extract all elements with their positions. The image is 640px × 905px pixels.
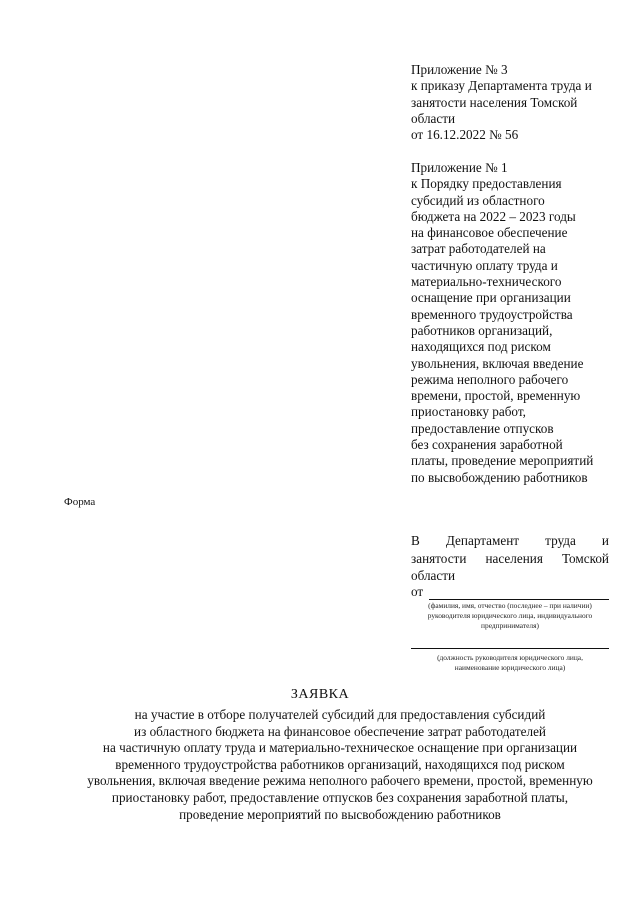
- annex-line: бюджета на 2022 – 2023 годы: [411, 208, 576, 224]
- annex-line: оснащение при организации: [411, 290, 571, 306]
- addressee-line: В Департамент труда и: [411, 533, 609, 548]
- subject-line: увольнения, включая введение режима неполного рабочего времени, простой, временную: [87, 773, 593, 789]
- position-caption: [395, 653, 625, 673]
- document-title: ЗАЯВКА: [290, 687, 350, 702]
- subject-line: проведение мероприятий по высвобождению работников: [179, 806, 501, 822]
- annex-line: Приложение № 1: [411, 160, 508, 175]
- annex-line: предоставление отпусков: [411, 420, 554, 436]
- subject-line: временного трудоустройства работников организаций, находящихся под риском: [115, 756, 565, 772]
- addressee-line: занятости населения Томской: [411, 550, 609, 566]
- subject-line: на частичную оплату труда и материально-техническое оснащение при организации: [102, 740, 578, 756]
- annex-1-header: [411, 160, 621, 486]
- annex-line: платы, проведение мероприятий: [411, 453, 594, 469]
- from-label: от: [411, 584, 424, 599]
- annex-line: режима неполного рабочего: [411, 371, 569, 387]
- annex-line: материально-технического: [411, 274, 562, 290]
- applicant-name-caption: [395, 601, 625, 631]
- caption-line: предпринимателя): [481, 621, 539, 630]
- caption-line: (должность руководителя юридического лица,: [437, 653, 583, 662]
- annex-3-header: [411, 62, 621, 143]
- annex-line: Приложение № 3: [411, 62, 508, 77]
- from-blank-line[interactable]: [429, 587, 609, 600]
- caption-line: наименование юридического лица): [454, 663, 566, 672]
- subject-line: на участие в отборе получателей субсидий для предоставления субсидий: [134, 707, 546, 722]
- annex-line: временного трудоустройства: [411, 306, 573, 322]
- annex-line: частичную оплату труда и: [411, 257, 558, 273]
- from-field[interactable]: [411, 584, 609, 600]
- caption-line: (фамилия, имя, отчество (последнее – при наличии): [428, 601, 592, 610]
- application-subject: [60, 707, 620, 823]
- addressee-block: [411, 532, 609, 585]
- annex-line: работников организаций,: [411, 322, 553, 338]
- addressee-line: области: [411, 568, 456, 583]
- annex-line: затрат работодателей на: [411, 241, 546, 257]
- annex-line: к приказу Департамента труда и: [411, 78, 592, 94]
- annex-line: от 16.12.2022 № 56: [411, 127, 519, 143]
- form-label: Форма: [64, 496, 96, 508]
- annex-line: времени, простой, временную: [411, 388, 581, 404]
- subject-line: приостановку работ, предоставление отпусков без сохранения заработной платы,: [111, 789, 569, 805]
- subject-line: из областного бюджета на финансовое обеспечение затрат работодателей: [134, 723, 546, 739]
- annex-line: области: [411, 110, 456, 126]
- annex-line: увольнения, включая введение: [411, 355, 584, 371]
- annex-line: находящихся под риском: [411, 339, 551, 355]
- annex-line: на финансовое обеспечение: [411, 225, 568, 241]
- annex-line: по высвобождению работников: [411, 469, 588, 485]
- annex-line: без сохранения заработной: [411, 437, 563, 453]
- caption-line: руководителя юридического лица, индивидуального: [427, 611, 593, 620]
- position-blank-line[interactable]: [411, 648, 609, 649]
- annex-line: приостановку работ,: [411, 404, 526, 420]
- annex-line: к Порядку предоставления: [411, 176, 562, 192]
- annex-line: субсидий из областного: [411, 192, 545, 208]
- annex-line: занятости населения Томской: [411, 94, 578, 110]
